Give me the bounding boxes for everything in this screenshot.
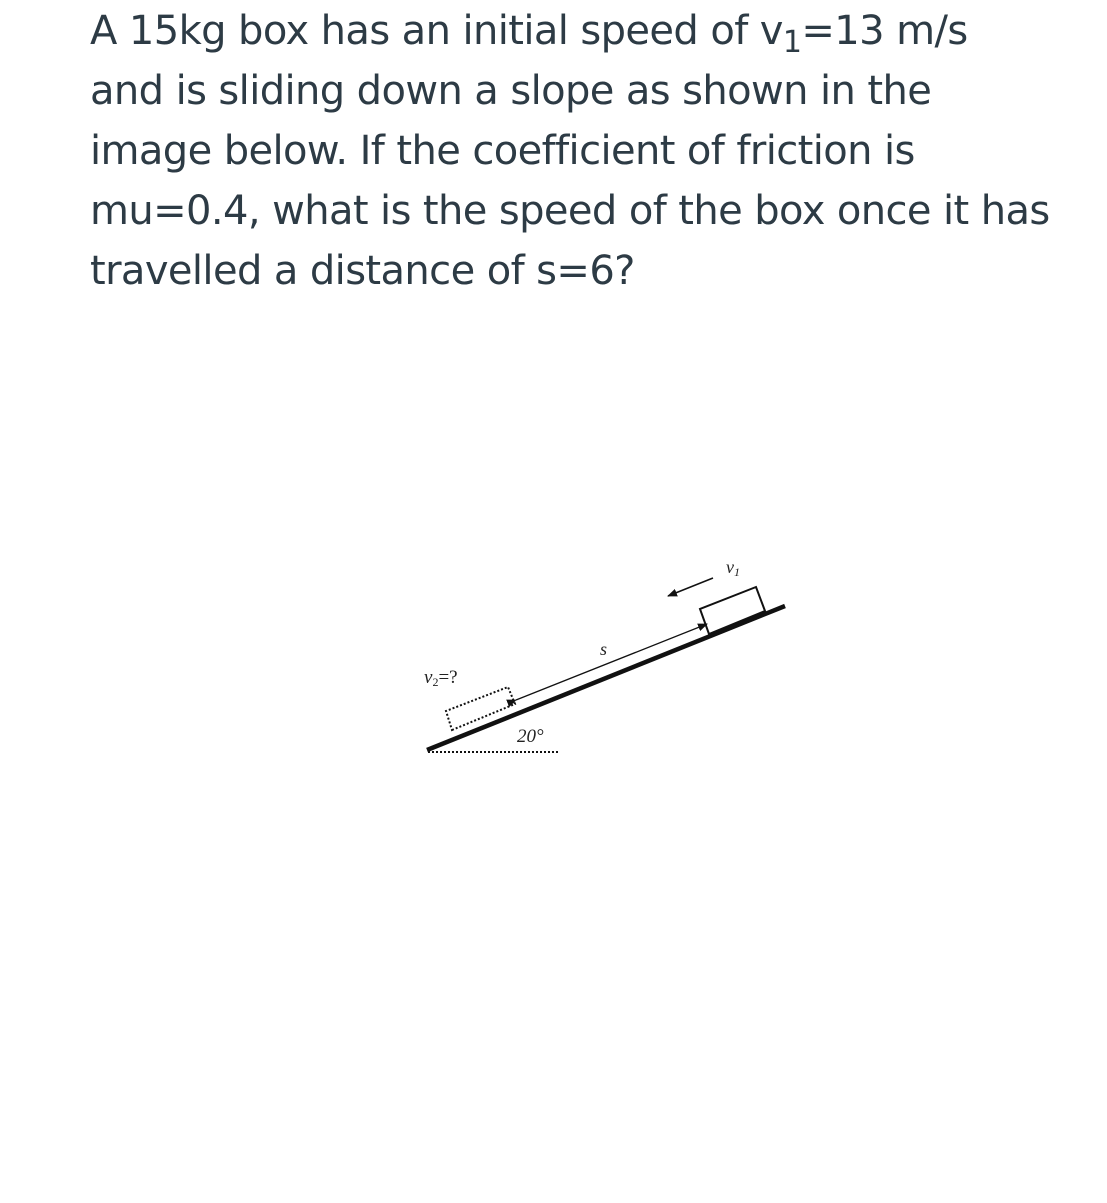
question-line-4: mu=0.4, what is the speed of the box once it has bbox=[90, 188, 1050, 234]
label-angle: 20° bbox=[517, 726, 544, 747]
velocity-direction-arrow bbox=[668, 578, 713, 596]
question-text bbox=[90, 0, 1090, 301]
incline-surface bbox=[427, 606, 785, 750]
question-line-2: and is sliding down a slope as shown in the bbox=[90, 68, 932, 114]
question-line-5: travelled a distance of s=6? bbox=[90, 248, 635, 294]
label-s: s bbox=[600, 639, 608, 659]
slope-diagram bbox=[400, 545, 800, 775]
box-final-dotted bbox=[446, 687, 515, 730]
v1-subscript: 1 bbox=[782, 25, 802, 60]
question-line-3: image below. If the coefficient of friction is bbox=[90, 128, 915, 174]
slope-diagram-svg bbox=[400, 545, 800, 775]
distance-arrow bbox=[516, 624, 707, 700]
question-line-1: A 15kg box has an initial speed of $v_1=13$ m/s bbox=[90, 8, 968, 60]
label-v1: v1 bbox=[726, 557, 740, 579]
label-v2: v2=? bbox=[424, 667, 458, 689]
